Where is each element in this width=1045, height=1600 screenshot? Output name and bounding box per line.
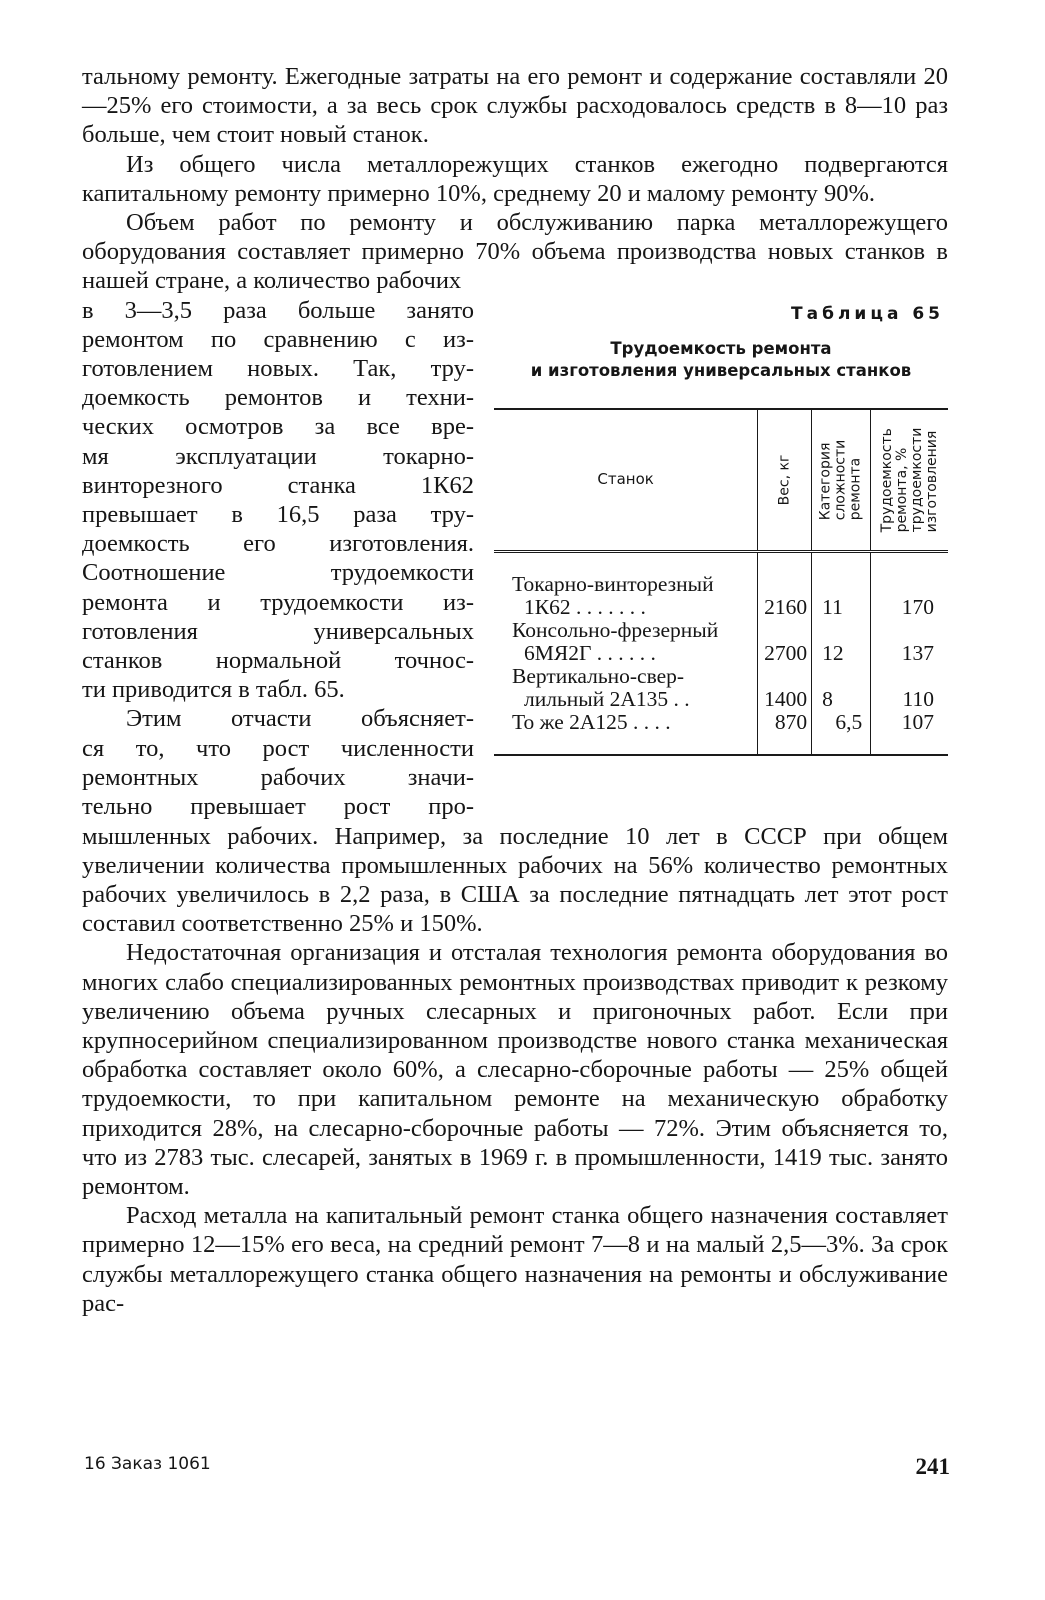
cell-category: 11: [812, 551, 871, 619]
paragraph-4: мышленных рабочих. Например, за последние 10 лет в СССР при общем увеличении количества промышленных рабочих на 56% количество ремонтных рабочих увеличилось в 2,2 раза, в США за последние пятнадцать лет этот рост составил соответственно 25% и 150%.: [82, 822, 948, 938]
wrapped-text: [82, 296, 474, 822]
wrapped-line: станков нормальной точнос-: [82, 647, 474, 675]
cell-category: 12: [812, 619, 871, 665]
cell-ratio: 110: [871, 665, 948, 711]
page-body: [82, 62, 948, 1318]
table-row: Вертикально-свер- лильный 2А135 . . 1400 8 110: [494, 665, 948, 711]
table-caption: [494, 338, 948, 382]
table-row: Консольно-фрезерный 6МЯ2Г . . . . . . 2700 12 137: [494, 619, 948, 665]
cell-ratio: 170: [871, 551, 948, 619]
wrapped-line: мя эксплуатации токарно-: [82, 442, 474, 470]
wrapped-line: ремонта и трудоемкости из-: [82, 588, 474, 616]
wrapped-line: готовления универсальных: [82, 617, 474, 645]
wrapped-line: тельно превышает рост про-: [82, 793, 474, 821]
wrapped-line: доемкость его изготовления.: [82, 530, 474, 558]
header-machine: Станок: [494, 409, 758, 552]
cell-ratio: 107: [871, 711, 948, 755]
cell-category: 8: [812, 665, 871, 711]
header-ratio: Трудоемкость ремонта, % трудоемкости изготовления: [871, 409, 948, 552]
cell-weight: 2160: [758, 551, 812, 619]
table-number: Таблица 65: [791, 303, 944, 324]
page-number: 241: [915, 1454, 950, 1479]
paragraph-2: Из общего числа металлорежущих станков ежегодно подвергаются капитальному ремонту примерно 10%, среднему 20 и малому ремонту 90%.: [82, 150, 948, 207]
table-row: То же 2А125 . . . . 870 6,5 107: [494, 711, 948, 755]
cell-weight: 1400: [758, 665, 812, 711]
wrapped-line: ся то, что рост численности: [82, 734, 474, 762]
wrapped-line: Этим отчасти объясняет-: [126, 705, 474, 733]
wrapped-line: в 3—3,5 раза больше занято: [82, 296, 474, 324]
paragraph-6: Расход металла на капитальный ремонт станка общего назначения составляет примерно 12—15% его веса, на средний ремонт 7—8 и на малый 2,5—3%. За срок службы металлорежущего станка общего назначения на ремонты и обслуживание рас-: [82, 1202, 948, 1317]
cell-ratio: 137: [871, 619, 948, 665]
data-table: [494, 408, 948, 756]
cell-weight: 2700: [758, 619, 812, 665]
wrapped-line: доемкость ремонтов и техни-: [82, 384, 474, 412]
wrapped-line: винторезного станка 1К62: [82, 471, 474, 499]
wrapped-line: ремонтом по сравнению с из-: [82, 325, 474, 353]
paragraph-1: тальному ремонту. Ежегодные затраты на его ремонт и содержание составляли 20—25% его стоимости, а за весь срок службы расходовалось средств в 8—10 раз больше, чем стоит новый станок.: [82, 63, 948, 149]
header-weight: Вес, кг: [758, 409, 812, 552]
wrapped-line: готовлением новых. Так, тру-: [82, 355, 474, 383]
cell-weight: 870: [758, 711, 812, 755]
text-with-table: [82, 296, 948, 822]
wrapped-line: ческих осмотров за все вре-: [82, 413, 474, 441]
table-row: Токарно-винторезный 1К62 . . . . . . . 2160 11 170: [494, 551, 948, 619]
header-category: Категория сложности ремонта: [812, 409, 871, 552]
print-order: 16 Заказ 1061: [84, 1454, 211, 1474]
wrapped-line: превышает в 16,5 раза тру-: [82, 501, 474, 529]
paragraph-3: Объем работ по ремонту и обслуживанию парка металлорежущего оборудования составляет примерно 70% объема производства новых станков в нашей стране, а количество рабочих: [82, 209, 948, 295]
cell-category: 6,5: [812, 711, 871, 755]
table-65: [494, 296, 948, 382]
wrapped-line: ремонтных рабочих значи-: [82, 763, 474, 791]
paragraph-5: Недостаточная организация и отсталая технология ремонта оборудования во многих слабо специализированных ремонтных производствах приводит к резкому увеличению объема ручных слесарных и пригоночных работ. Если при крупносерийном специализированном производстве нового станка механическая обработка составляет около 60%, а слесарно-сборочные работы — 25% общей трудоемкости, то при капитальном ремонте на механическую обработку приходится 28%, на слесарно-сборочные работы — 72%. Этим объясняется то, что из 2783 тыс. слесарей, занятых в 1969 г. в промышленности, 1419 тыс. занято ремонтом.: [82, 939, 948, 1201]
table-caption-line2: и изготовления универсальных станков: [530, 360, 912, 380]
wrapped-line: ти приводится в табл. 65.: [82, 676, 345, 704]
table-caption-line1: Трудоемкость ремонта: [610, 338, 832, 358]
wrapped-line: Соотношение трудоемкости: [82, 559, 474, 587]
